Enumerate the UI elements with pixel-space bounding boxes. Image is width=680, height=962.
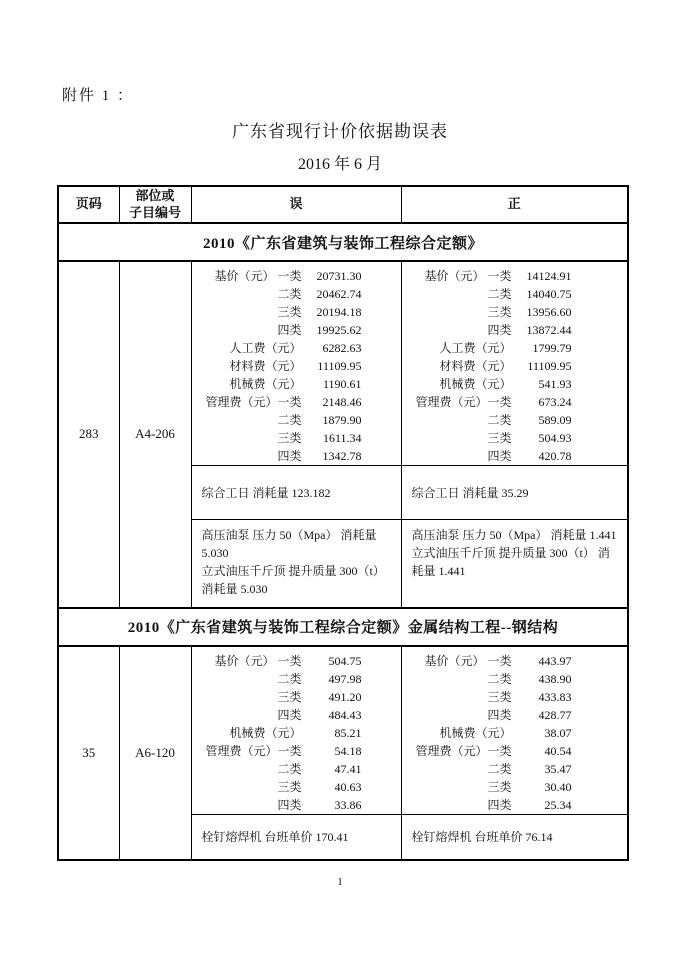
fee-line (410, 652, 620, 670)
item-number-cell: A6-120 (119, 646, 191, 861)
pump-line: 立式油压千斤顶 提升质量 300（t） 消耗量 1.441 (411, 546, 610, 578)
fee-label: 二类 (277, 413, 302, 427)
fee-value: 13872.44 (526, 323, 572, 337)
header-wrong-col: 误 (191, 186, 401, 223)
fee-value: 1342.78 (322, 449, 362, 463)
fee-value: 589.09 (538, 413, 572, 427)
fee-value: 6282.63 (322, 341, 362, 355)
fee-line (410, 760, 620, 778)
wrong-stud-cell: 栓钉熔焊机 台班单价 170.41 (191, 814, 401, 860)
fee-value: 38.07 (544, 725, 572, 740)
pump-paras-wrong (202, 526, 391, 598)
fee-label: 管理费（元）一类 (415, 743, 512, 758)
wrong-pump-cell (191, 520, 401, 608)
fee-value: 438.90 (538, 671, 572, 686)
fee-label: 三类 (487, 689, 512, 704)
fee-label: 管理费（元）一类 (205, 395, 302, 409)
fee-value: 14040.75 (526, 287, 572, 301)
pump-line: 高压油泵 压力 50（Mpa） 消耗量 5.030 (201, 528, 377, 560)
pump-line: 立式油压千斤顶 提升质量 300（t） 消耗量 5.030 (201, 564, 385, 596)
fee-label: 基价（元） 一类 (214, 269, 302, 283)
fee-line (200, 670, 393, 688)
footer-page-number: 1 (337, 876, 343, 888)
fee-label: 基价（元） 一类 (214, 653, 302, 668)
fee-label: 基价（元） 一类 (424, 653, 512, 668)
fee-label: 机械费（元） (229, 725, 302, 740)
fee-line (410, 357, 620, 375)
fee-value: 20462.74 (316, 287, 362, 301)
fee-line (200, 375, 393, 393)
fee-value: 54.18 (334, 743, 362, 758)
fee-line (200, 429, 393, 447)
fee-value: 40.63 (334, 779, 362, 794)
fee-value: 14124.91 (526, 269, 572, 283)
header-page-col: 页码 (58, 186, 119, 223)
fee-label: 管理费（元）一类 (415, 395, 512, 409)
fee-label: 四类 (277, 797, 302, 812)
fee-value: 1190.61 (322, 377, 362, 391)
fee-value: 1879.90 (322, 413, 362, 427)
fee-line (200, 285, 393, 303)
fee-label: 四类 (487, 323, 512, 337)
right-stud-cell: 栓钉熔焊机 台班单价 76.14 (401, 814, 628, 860)
fee-value: 11109.95 (317, 359, 362, 373)
fee-label: 三类 (277, 779, 302, 794)
fee-value: 40.54 (544, 743, 572, 758)
fee-value: 13956.60 (526, 305, 572, 319)
fee-line (410, 411, 620, 429)
fee-value: 504.75 (328, 653, 362, 668)
fee-value: 25.34 (544, 797, 572, 812)
fee-label: 三类 (277, 305, 302, 319)
fee-label: 四类 (487, 449, 512, 463)
fee-line (410, 267, 620, 285)
wrong-fee-cell (191, 261, 401, 466)
fee-value: 1611.34 (322, 431, 362, 445)
fee-line (410, 285, 620, 303)
fee-line (200, 778, 393, 796)
document-date: 2016 年 6 月 (297, 156, 382, 173)
fee-line (410, 706, 620, 724)
fee-label: 四类 (487, 797, 512, 812)
attachment-label: 附件 1 ： (62, 88, 135, 104)
fee-label: 人工费（元） (229, 341, 302, 355)
fee-line (200, 357, 393, 375)
fee-value: 11109.95 (527, 359, 572, 373)
fee-label: 人工费（元） (439, 341, 512, 355)
fee-line (410, 778, 620, 796)
fee-line (410, 742, 620, 760)
fee-label: 材料费（元） (229, 359, 302, 373)
header-right-col: 正 (401, 186, 628, 223)
fee-label: 三类 (487, 779, 512, 794)
fee-label: 二类 (487, 761, 512, 776)
fee-line (410, 375, 620, 393)
pump-line: 高压油泵 压力 50（Mpa） 消耗量 1.441 (411, 528, 617, 542)
fee-value: 491.20 (328, 689, 362, 704)
fee-line (200, 411, 393, 429)
fee-line (200, 303, 393, 321)
fee-line (410, 429, 620, 447)
fee-line (200, 742, 393, 760)
fee-label: 四类 (277, 323, 302, 337)
fee-line (200, 796, 393, 814)
fee-line (410, 447, 620, 465)
fee-label: 三类 (487, 431, 512, 445)
fee-value: 20194.18 (316, 305, 362, 319)
fee-value: 30.40 (544, 779, 572, 794)
errata-table (57, 185, 629, 861)
section-title-row-2 (58, 608, 628, 646)
header-item-col-line1: 部位或 (135, 188, 175, 204)
item-number-cell: A4-206 (119, 261, 191, 608)
fee-value: 420.78 (538, 449, 572, 463)
fee-label: 二类 (487, 671, 512, 686)
fee-line (410, 339, 620, 357)
fee-line (410, 796, 620, 814)
right-pump-cell (401, 520, 628, 608)
wrong-workday-cell: 综合工日 消耗量 123.182 (191, 466, 401, 520)
section-title-2: 2010《广东省建筑与装饰工程综合定额》金属结构工程--钢结构 (58, 608, 628, 646)
fee-value: 20731.30 (316, 269, 362, 283)
wrong-fee-cell (191, 646, 401, 815)
fee-value: 541.93 (538, 377, 572, 391)
fee-list-wrong (200, 652, 393, 814)
fee-line (410, 393, 620, 411)
fee-label: 管理费（元）一类 (205, 743, 302, 758)
right-fee-cell (401, 646, 628, 815)
document-title: 广东省现行计价依据勘误表 (232, 122, 448, 141)
pump-paras-right (412, 526, 618, 580)
fee-line (410, 724, 620, 742)
fee-value: 504.93 (538, 431, 572, 445)
fee-line (200, 267, 393, 285)
fee-label: 机械费（元） (229, 377, 302, 391)
fee-label: 三类 (277, 689, 302, 704)
fee-label: 二类 (487, 413, 512, 427)
table-row (58, 646, 628, 815)
fee-line (200, 393, 393, 411)
fee-value: 85.21 (334, 725, 362, 740)
fee-line (200, 339, 393, 357)
fee-value: 497.98 (328, 671, 362, 686)
fee-value: 443.97 (538, 653, 572, 668)
fee-list-wrong (200, 267, 393, 465)
page-number-cell: 35 (58, 646, 119, 861)
fee-value: 1799.79 (532, 341, 572, 355)
fee-value: 428.77 (538, 707, 572, 722)
right-workday-cell: 综合工日 消耗量 35.29 (401, 466, 628, 520)
fee-line (200, 321, 393, 339)
fee-value: 19925.62 (316, 323, 362, 337)
fee-label: 二类 (487, 287, 512, 301)
fee-value: 47.41 (334, 761, 362, 776)
fee-line (200, 652, 393, 670)
table-row (58, 261, 628, 466)
fee-label: 机械费（元） (439, 725, 512, 740)
section-title-1: 2010《广东省建筑与装饰工程综合定额》 (58, 223, 628, 261)
section-title-row-1 (58, 223, 628, 261)
fee-line (410, 321, 620, 339)
fee-value: 2148.46 (322, 395, 362, 409)
header-item-col-line2: 子目编号 (128, 204, 181, 220)
fee-value: 484.43 (328, 707, 362, 722)
fee-list-right (410, 267, 620, 465)
fee-line (200, 706, 393, 724)
fee-line (410, 670, 620, 688)
fee-line (200, 688, 393, 706)
fee-label: 基价（元） 一类 (424, 269, 512, 283)
right-fee-cell (401, 261, 628, 466)
fee-value: 673.24 (538, 395, 572, 409)
fee-label: 二类 (277, 671, 302, 686)
fee-line (200, 760, 393, 778)
fee-list-right (410, 652, 620, 814)
fee-line (410, 303, 620, 321)
fee-line (410, 688, 620, 706)
fee-line (200, 447, 393, 465)
fee-label: 四类 (487, 707, 512, 722)
fee-label: 机械费（元） (439, 377, 512, 391)
fee-label: 三类 (277, 431, 302, 445)
table-header-row (58, 186, 628, 223)
fee-label: 四类 (277, 449, 302, 463)
fee-label: 三类 (487, 305, 512, 319)
fee-value: 433.83 (538, 689, 572, 704)
fee-line (200, 724, 393, 742)
fee-label: 材料费（元） (439, 359, 512, 373)
page-number-cell: 283 (58, 261, 119, 608)
header-item-col (119, 186, 191, 223)
errata-table-wrapper (57, 185, 627, 861)
fee-value: 33.86 (334, 797, 362, 812)
fee-label: 四类 (277, 707, 302, 722)
fee-value: 35.47 (544, 761, 572, 776)
fee-label: 二类 (277, 287, 302, 301)
fee-label: 二类 (277, 761, 302, 776)
